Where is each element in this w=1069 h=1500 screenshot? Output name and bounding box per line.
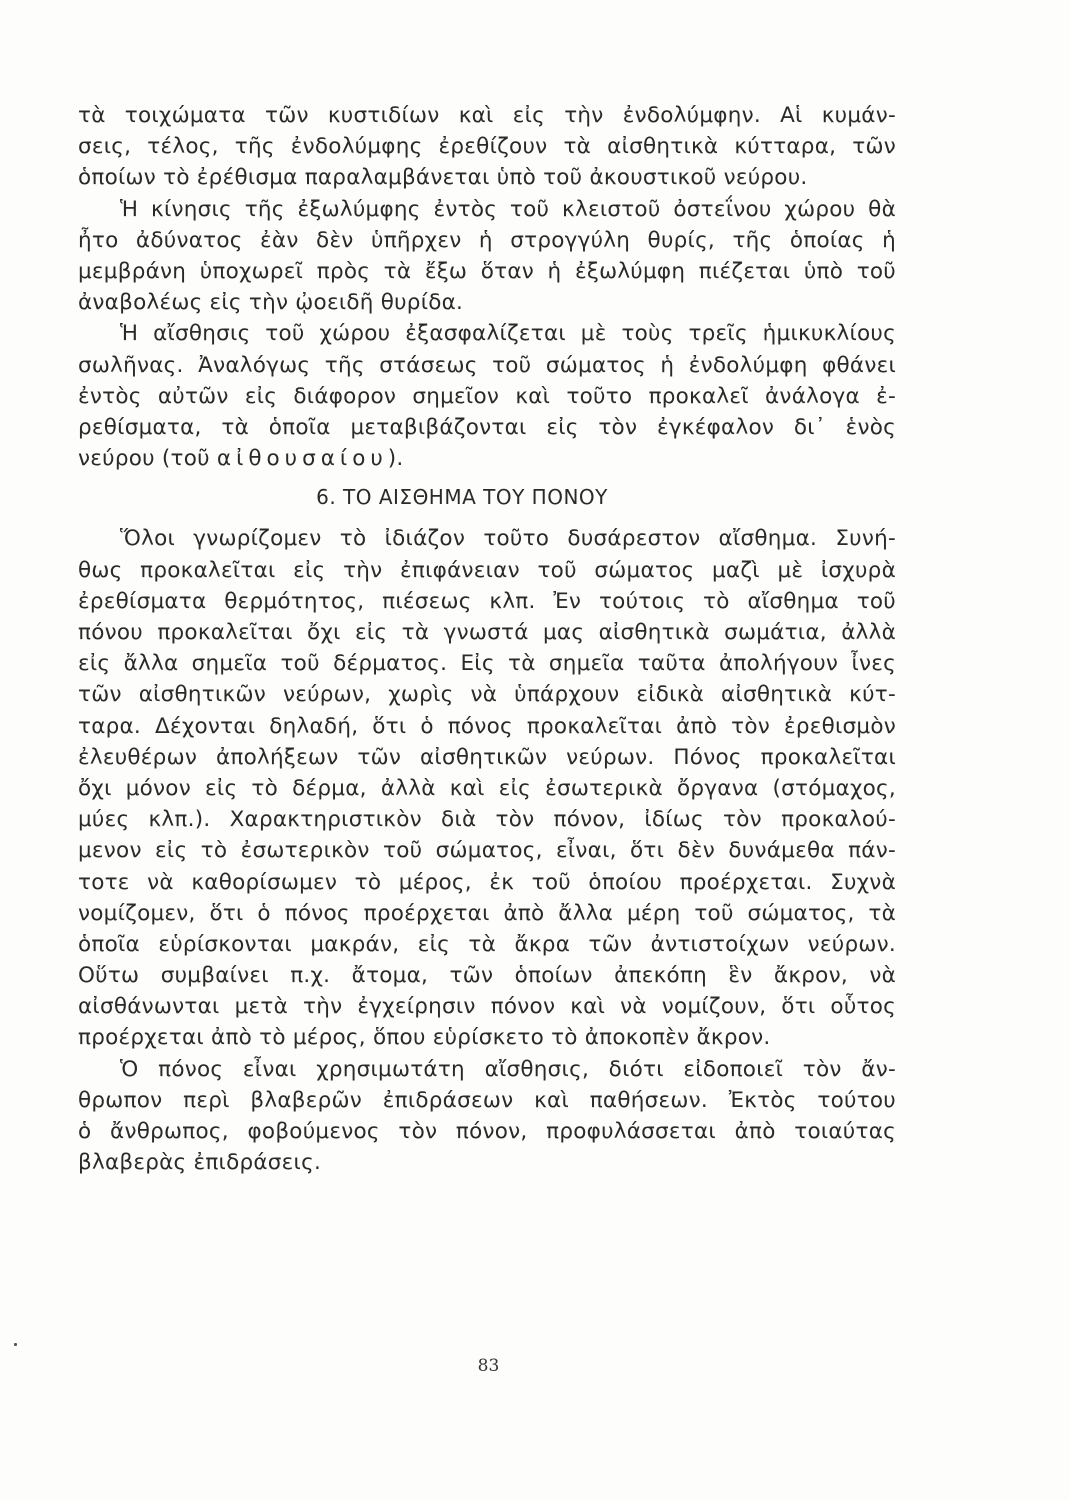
text-fragment: νεύρου (τοῦ xyxy=(78,446,217,472)
text-line: θως προκαλεῖται εἰς τὴν ἐπιφάνειαν τοῦ σώματος μαζὶ μὲ ἰσχυρὰ xyxy=(78,557,896,583)
text-line: πόνου προκαλεῖται ὄχι εἰς τὰ γνωστά μας αἰσθητικὰ σωμάτια, ἀλλὰ xyxy=(78,620,896,645)
text-line: ἦτο ἀδύνατος ἐὰν δὲν ὑπῆρχεν ἡ στρογγύλη θυρίς, τῆς ὁποίας ἡ xyxy=(78,227,896,253)
text-line: Ἡ αἴσθησις τοῦ χώρου ἐξασφαλίζεται μὲ τοὺς τρεῖς ἡμικυκλίους xyxy=(120,321,896,347)
text-line: αἰσθάνωνται μετὰ τὴν ἐγχείρησιν πόνον καὶ νὰ νομίζουν, ὅτι οὗτος xyxy=(78,994,896,1020)
text-line: εἰς ἄλλα σημεῖα τοῦ δέρματος. Εἰς τὰ σημεῖα ταῦτα ἀπολήγουν ἶνες xyxy=(78,651,896,677)
text-fragment: ). xyxy=(387,446,404,472)
text-line: τῶν αἰσθητικῶν νεύρων, χωρὶς νὰ ὑπάρχουν εἰδικὰ αἰσθητικὰ κύτ- xyxy=(78,682,896,708)
text-line: ἀναβολέως εἰς τὴν ᾠοειδῆ θυρίδα. xyxy=(78,290,464,316)
text-line: μεμβράνη ὑποχωρεῖ πρὸς τὰ ἔξω ὅταν ἡ ἐξωλύμφη πιέζεται ὑπὸ τοῦ xyxy=(78,258,896,284)
page-number xyxy=(0,1356,1069,1376)
text-line: ἐντὸς αὐτῶν εἰς διάφορον σημεῖον καὶ τοῦτο προκαλεῖ ἀνάλογα ἐ- xyxy=(78,383,896,409)
text-line: τὰ τοιχώματα τῶν κυστιδίων καὶ εἰς τὴν ἐνδολύμφην. Αἱ κυμάν- xyxy=(78,103,896,128)
text-line: νομίζομεν, ὅτι ὁ πόνος προέρχεται ἀπὸ ἄλλα μέρη τοῦ σώματος, τὰ xyxy=(78,900,896,926)
text-line: ὁποίων τὸ ἐρέθισμα παραλαμβάνεται ὑπὸ τοῦ ἀκουστικοῦ νεύρου. xyxy=(78,165,808,191)
section-heading: 6. ΤΟ ΑΙΣΘΗΜΑ ΤΟΥ ΠΟΝΟΥ xyxy=(316,485,608,510)
spaced-term: αἰθουσαίου xyxy=(216,446,388,472)
text-line: ταρα. Δέχονται δηλαδή, ὅτι ὁ πόνος προκαλεῖται ἀπὸ τὸν ἐρεθισμὸν xyxy=(78,713,896,739)
text-line: Οὕτω συμβαίνει π.χ. ἄτομα, τῶν ὁποίων ἀπεκόπη ἓν ἄκρον, νὰ xyxy=(78,963,896,989)
text-line: μενον εἰς τὸ ἐσωτερικὸν τοῦ σώματος, εἶναι, ὅτι δὲν δυνάμεθα πάν- xyxy=(78,838,896,864)
text-line: ὁποῖα εὑρίσκονται μακράν, εἰς τὰ ἄκρα τῶν ἀντιστοίχων νεύρων. xyxy=(78,931,896,957)
text-line: Ὁ πόνος εἶναι χρησιμωτάτη αἴσθησις, διότι εἰδοποιεῖ τὸν ἄν- xyxy=(120,1056,896,1082)
text-line: Ὅλοι γνωρίζομεν τὸ ἰδιάζον τοῦτο δυσάρεστον αἴσθημα. Συνή- xyxy=(120,526,896,552)
text-line-with-spaced-term xyxy=(78,443,896,474)
text-line: ρεθίσματα, τὰ ὁποῖα μεταβιβάζονται εἰς τὸν ἐγκέφαλον δι᾽ ἑνὸς xyxy=(78,414,896,440)
body-text xyxy=(78,100,896,1178)
text-line: ὁ ἄνθρωπος, φοβούμενος τὸν πόνον, προφυλάσσεται ἀπὸ τοιαύτας xyxy=(78,1119,896,1144)
text-line: σωλῆνας. Ἀναλόγως τῆς στάσεως τοῦ σώματος ἡ ἐνδολύμφη φθάνει xyxy=(78,352,896,378)
scan-speck xyxy=(14,1343,17,1346)
text-line: τοτε νὰ καθορίσωμεν τὸ μέρος, ἐκ τοῦ ὁποίου προέρχεται. Συχνὰ xyxy=(78,869,896,895)
text-line: Ἡ κίνησις τῆς ἐξωλύμφης ἐντὸς τοῦ κλειστοῦ ὀστεΐνου χώρου θὰ xyxy=(120,196,896,222)
text-line: θρωπον περὶ βλαβερῶν ἐπιδράσεων καὶ παθήσεων. Ἐκτὸς τούτου xyxy=(78,1087,896,1113)
text-line: βλαβερὰς ἐπιδράσεις. xyxy=(78,1150,322,1176)
text-line: σεις, τέλος, τῆς ἐνδολύμφης ἐρεθίζουν τὰ αἰσθητικὰ κύτταρα, τῶν xyxy=(78,134,896,160)
text-line: ἐρεθίσματα θερμότητος, πιέσεως κλπ. Ἐν τούτοις τὸ αἴσθημα τοῦ xyxy=(78,588,896,614)
page-number-value: 83 xyxy=(477,1356,500,1376)
text-line: ὄχι μόνον εἰς τὸ δέρμα, ἀλλὰ καὶ εἰς ἐσωτερικὰ ὄργανα (στόμαχος, xyxy=(78,775,896,801)
text-line: ἐλευθέρων ἀπολήξεων τῶν αἰσθητικῶν νεύρων. Πόνος προκαλεῖται xyxy=(78,744,896,770)
text-line: προέρχεται ἀπὸ τὸ μέρος, ὅπου εὑρίσκετο τὸ ἀποκοπὲν ἄκρον. xyxy=(78,1025,771,1051)
text-line: μύες κλπ.). Χαρακτηριστικὸν διὰ τὸν πόνον, ἰδίως τὸν προκαλού- xyxy=(78,807,896,833)
